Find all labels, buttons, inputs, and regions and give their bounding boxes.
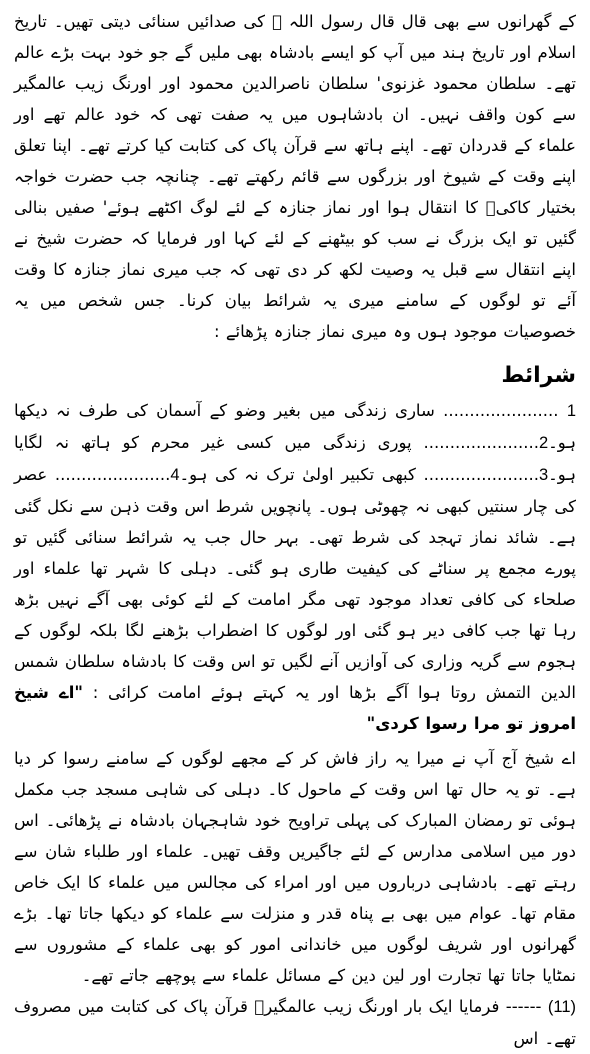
condition-text-1: ساری زندگی میں بغیر وضو کے آسمان کی طرف نہ دیکھا ہو۔ (14, 401, 576, 452)
condition-number-1: 1 (566, 402, 577, 420)
condition-text-2: پوری زندگی میں کسی غیر محرم کو ہاتھ نہ لگایا ہو۔ (14, 433, 576, 484)
condition-dots-3: ...................... (423, 465, 539, 484)
condition-number-3: 3 (538, 466, 549, 484)
condition-dots-1: ...................... (443, 401, 559, 420)
intro-paragraph: کے گھرانوں سے بھی قال قال رسول اللہ ﷺ کی صدائیں سنائی دیتی تھیں۔ تاریخ اسلام اور تاریخ ہند میں آپ کو ایسے بادشاہ بھی ملیں گے جو خود بہت بڑے عالم تھے۔ سلطان محمود غزنوی' سلطان ناصرالدین محمود اور اورنگ زیب عالمگیر سے کون واقف نہیں۔ ان بادشاہوں میں یہ صفت تھی کہ خود عالم تھے اور علماء کے قدردان تھے۔ اپنے ہاتھ سے قرآن پاک کی کتابت کیا کرتے تھے۔ اپنا تعلق اپنے وقت کے شیوخ اور بزرگوں سے قائم رکھتے تھے۔ چنانچہ جب حضرت خواجہ بختیار کاکیؒ کا انتقال ہوا اور نماز جنازہ کے لئے لوگ اکٹھے ہوئے' صفیں بنالی گئیں تو ایک بزرگ نے سب کو بیٹھنے کے لئے کہا اور فرمایا کہ حضرت شیخ نے اپنے انتقال سے قبل یہ وصیت لکھ کر دی تھی کہ جب میری نماز جنازہ کا وقت آئے تو لوگوں کے سامنے میری یہ شرائط بیان کرنا۔ جس شخص میں یہ خصوصیات موجود ہوں وہ میری نماز جنازہ پڑھائے : (14, 12, 576, 341)
paragraph-number: (11) (547, 998, 577, 1016)
condition-text-3: کبھی تکبیر اولیٰ ترک نہ کی ہو۔ (179, 465, 416, 484)
numbered-paragraph-11 (14, 991, 576, 1054)
section-heading-conditions: شرائط (501, 363, 576, 388)
paragraph-dashes: ------ (505, 997, 542, 1016)
history-paragraph: اے شیخ آج آپ نے میرا یہ راز فاش کر کے مجھے لوگوں کے سامنے رسوا کر دیا ہے۔ تو یہ حال تھا اس وقت کے ماحول کا۔ دہلی کی شاہی مسجد جب مکمل ہوئی تو رمضان المبارک کی پہلی تراویح خود شاہجہان بادشاہ نے پڑھائی۔ اس دور میں اسلامی مدارس کے لئے جاگیریں وقف تھیں۔ علماء اور طلباء شان سے رہتے تھے۔ بادشاہی درباروں میں اور امراء کی مجالس میں علماء کا ایک خاص مقام تھا۔ عوام میں بھی بے پناہ قدر و منزلت سے علماء کو دیکھا جاتا تھا۔ بڑے گھرانوں اور شریف لوگوں میں خاندانی امور کو بھی علماء کے مشوروں سے نمٹایا جاتا تھا تجارت اور لین دین کے مسائل علماء سے پوچھے جاتے تھے۔ (14, 749, 576, 985)
condition-number-4: 4 (170, 466, 180, 484)
paragraph-text: فرمایا ایک بار اورنگ زیب عالمگیرؒ قرآن پاک کی کتابت میں مصروف تھے۔ اس (14, 997, 576, 1048)
condition-text-4: عصر کی چار سنتیں کبھی نہ چھوٹی ہوں۔ پانچویں شرط اس وقت ذہن سے نکل گئی ہے۔ شائد نماز تہجد کی شرط تھی۔ بہر حال جب یہ شرائط سنائی گئیں تو پورے مجمع پر سناٹے کی کیفیت طاری ہو گئی۔ دہلی کا شہر تھا علماء اور صلحاء کی کافی تعداد موجود تھی مگر امامت کے لئے کوئی بھی آگے نہیں بڑھ رہا تھا جب کافی دیر ہو گئی اور لوگوں کا اضطراب بڑھنے لگا بلکہ لوگوں کے ہجوم سے گریہ وزاری کی آوازیں آنے لگیں تو اس وقت کا بادشاہ سلطان شمس الدین التمش روتا ہوا آگے بڑھا اور یہ کہتے ہوئے امامت کرائی : (14, 465, 576, 702)
conditions-paragraph (14, 395, 576, 739)
condition-dots-2: ...................... (423, 433, 539, 452)
condition-number-2: 2 (538, 434, 549, 452)
persian-quote: "اے شیخ امروز تو مرا رسوا کردی" (14, 683, 576, 733)
condition-dots-4: ...................... (54, 465, 171, 484)
